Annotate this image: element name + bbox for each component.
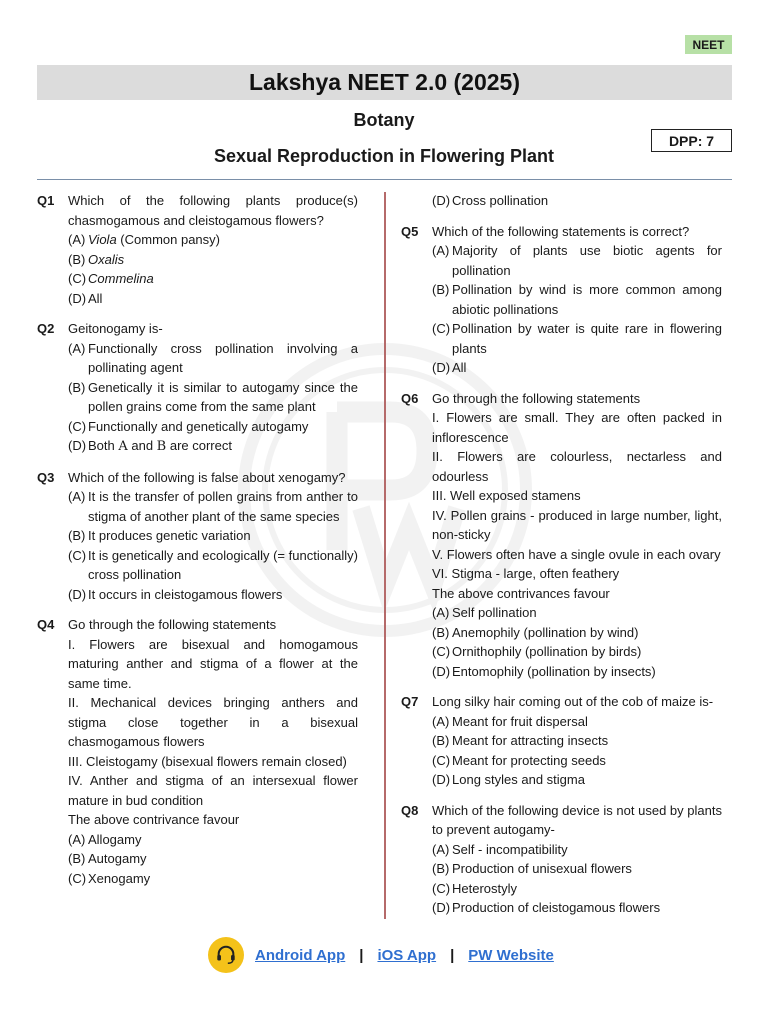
option-label: (B)	[68, 851, 86, 866]
question-2	[37, 319, 358, 457]
exam-badge: NEET	[685, 35, 732, 54]
android-app-link[interactable]: Android App	[255, 946, 346, 964]
option-text: Xenogamy	[88, 870, 151, 886]
option-label: (D)	[432, 663, 451, 679]
option-text: Majority of plants use biotic agents for pollination	[452, 243, 722, 278]
option-c[interactable]	[432, 319, 722, 358]
option-label: (B)	[432, 861, 450, 876]
option-label: (D)	[432, 772, 451, 787]
option-label: (B)	[432, 733, 450, 748]
option-label: (A)	[432, 605, 450, 620]
statement: VI. Stigma - large, often feathery	[432, 566, 620, 581]
chapter-heading: Sexual Reproduction in Flowering Plant	[213, 146, 555, 166]
option-a[interactable]	[432, 712, 722, 732]
option-text: are correct	[166, 438, 232, 453]
option-a[interactable]	[68, 230, 358, 250]
math-symbol: A	[118, 439, 128, 454]
question-6	[401, 389, 722, 682]
option-text: It produces genetic variation	[88, 528, 251, 543]
option-label: (B)	[68, 379, 86, 395]
statement: II. Flowers are colourless, nectarless and odourless	[432, 449, 722, 484]
option-label: (B)	[68, 251, 86, 267]
option-text: It is the transfer of pollen grains from anther to stigma of another plant of the same species	[88, 489, 358, 524]
option-c[interactable]	[432, 642, 722, 662]
option-text: Meant for protecting seeds	[452, 752, 606, 768]
option-text: Genetically it is similar to autogamy since the pollen grains come from the same plant	[88, 379, 358, 414]
question-text: Go through the following statements	[68, 617, 277, 632]
option-label: (C)	[432, 752, 451, 768]
question-text: Which of the following is false about xenogamy?	[68, 469, 346, 485]
option-a[interactable]	[432, 241, 722, 280]
option-c[interactable]	[432, 751, 722, 771]
question-1	[37, 191, 358, 308]
option-label: (B)	[432, 624, 450, 640]
option-text: Long styles and stigma	[452, 772, 585, 787]
column-divider	[384, 192, 386, 919]
option-d[interactable]	[432, 191, 722, 211]
question-5	[401, 222, 722, 378]
question-tail: The above contrivance favour	[68, 812, 240, 827]
left-column	[37, 191, 358, 888]
question-number: Q7	[401, 694, 419, 709]
option-text: Production of cleistogamous flowers	[452, 900, 661, 915]
question-text: Long silky hair coming out of the cob of maize is-	[432, 694, 714, 709]
question-number: Q1	[37, 193, 55, 208]
option-text: Pollination by wind is more common among abiotic pollinations	[452, 282, 722, 317]
option-a[interactable]	[432, 603, 722, 623]
option-label: (C)	[68, 418, 87, 434]
statement: IV. Pollen grains - produced in large number, light, non-sticky	[432, 507, 722, 542]
option-b[interactable]	[432, 280, 722, 319]
option-text: Functionally cross pollination involving a pollinating agent	[88, 340, 358, 375]
question-7	[401, 692, 722, 790]
option-label: (C)	[68, 547, 87, 563]
option-text: Meant for fruit dispersal	[452, 713, 588, 729]
option-label: (A)	[68, 340, 86, 356]
ios-app-link[interactable]: iOS App	[377, 946, 437, 964]
option-text: Heterostyly	[452, 880, 518, 896]
question-number: Q3	[37, 469, 55, 485]
option-text: Meant for attracting insects	[452, 733, 609, 748]
option-d[interactable]	[432, 662, 722, 682]
option-text: Both	[88, 438, 119, 453]
question-number: Q8	[401, 802, 419, 818]
header-rule	[37, 179, 732, 180]
question-8	[401, 801, 722, 918]
pw-website-link[interactable]: PW Website	[468, 946, 554, 964]
option-text: It occurs in cleistogamous flowers	[88, 586, 283, 602]
question-3	[37, 468, 358, 605]
statement: II. Mechanical devices bringing anthers and stigma close together in a bisexual chasmogamous flowers	[68, 695, 358, 749]
option-a[interactable]	[432, 840, 722, 860]
option-label: (A)	[432, 243, 450, 258]
option-c[interactable]	[68, 869, 358, 889]
option-a[interactable]	[68, 487, 358, 526]
option-label: (A)	[68, 831, 86, 847]
right-column	[401, 191, 722, 918]
option-c[interactable]	[68, 417, 358, 437]
option-b[interactable]	[68, 378, 358, 417]
option-text: Production of unisexual flowers	[452, 861, 632, 876]
option-label: (D)	[68, 290, 87, 306]
option-label: (B)	[68, 528, 86, 543]
option-text: All	[452, 360, 467, 375]
option-text: All	[88, 290, 103, 306]
species-name: Commelina	[88, 271, 154, 286]
option-text: Self - incompatibility	[452, 841, 568, 857]
option-text: (Common pansy)	[116, 232, 220, 247]
question-tail: The above contrivances favour	[432, 585, 610, 601]
statement: III. Cleistogamy (bisexual flowers remain closed)	[68, 753, 347, 769]
question-4	[37, 615, 358, 888]
question-text: Go through the following statements	[432, 390, 641, 406]
question-text: Geitonogamy is-	[68, 321, 163, 336]
math-symbol: B	[156, 439, 167, 454]
option-a[interactable]	[68, 339, 358, 378]
option-label: (A)	[432, 841, 450, 857]
option-label: (A)	[432, 713, 450, 729]
question-text: Which of the following plants produce(s) chasmogamous and cleistogamous flowers?	[68, 193, 358, 228]
statement: I. Flowers are bisexual and homogamous maturing anther and stigma of a flower at the same time.	[68, 636, 358, 691]
option-b[interactable]	[432, 623, 722, 643]
option-label: (C)	[432, 644, 451, 659]
option-c[interactable]	[68, 269, 358, 289]
option-label: (B)	[432, 282, 450, 297]
option-d[interactable]	[432, 898, 722, 918]
option-d[interactable]	[432, 770, 722, 790]
option-c[interactable]	[432, 879, 722, 899]
subject-heading: Botany	[353, 110, 415, 130]
dpp-label: DPP: 7	[651, 129, 732, 152]
option-b[interactable]	[68, 849, 358, 869]
option-b[interactable]	[68, 250, 358, 270]
option-label: (C)	[68, 870, 87, 886]
question-number: Q4	[37, 617, 55, 632]
statement: V. Flowers often have a single ovule in each ovary	[432, 546, 721, 562]
option-text: Functionally and genetically autogamy	[88, 418, 309, 434]
question-text: Which of the following statements is correct?	[432, 223, 690, 239]
option-label: (D)	[68, 438, 87, 453]
option-label: (A)	[68, 489, 86, 504]
option-label: (D)	[432, 900, 451, 915]
option-label: (C)	[432, 321, 451, 336]
option-text: Anemophily (pollination by wind)	[452, 624, 639, 640]
option-text: Allogamy	[88, 831, 142, 847]
question-number: Q6	[401, 390, 419, 406]
species-name: Viola	[88, 232, 117, 247]
footer-separator: |	[359, 946, 364, 964]
option-d[interactable]	[68, 289, 358, 309]
footer-links	[208, 936, 554, 974]
option-label: (C)	[432, 880, 451, 896]
option-text: Entomophily (pollination by insects)	[452, 663, 656, 679]
option-b[interactable]	[68, 526, 358, 546]
option-d[interactable]	[68, 585, 358, 605]
page-title: Lakshya NEET 2.0 (2025)	[37, 65, 732, 100]
statement: IV. Anther and stigma of an intersexual flower mature in bud condition	[68, 773, 358, 808]
option-b[interactable]	[432, 859, 722, 879]
statement: I. Flowers are small. They are often packed in inflorescence	[432, 410, 722, 445]
option-text: Self pollination	[452, 605, 537, 620]
customer-service-icon	[208, 937, 244, 973]
option-d[interactable]	[432, 358, 722, 378]
question-text: Which of the following device is not used by plants to prevent autogamy-	[432, 802, 722, 837]
option-label: (D)	[432, 193, 451, 208]
option-b[interactable]	[432, 731, 722, 751]
option-text: and	[127, 438, 157, 453]
question-number: Q5	[401, 223, 419, 239]
option-label: (C)	[68, 271, 87, 286]
option-label: (A)	[68, 232, 86, 247]
question-number: Q2	[37, 321, 55, 336]
option-c[interactable]	[68, 546, 358, 585]
option-text: It is genetically and ecologically (= functionally) cross pollination	[88, 547, 358, 582]
option-text: Autogamy	[88, 851, 147, 866]
option-d[interactable]	[68, 436, 358, 457]
option-text: Ornithophily (pollination by birds)	[452, 644, 642, 659]
option-text: Pollination by water is quite rare in flowering plants	[452, 321, 722, 356]
option-text: Cross pollination	[452, 193, 549, 208]
option-a[interactable]	[68, 830, 358, 850]
footer-separator: |	[450, 946, 455, 964]
option-label: (D)	[68, 586, 87, 602]
statement: III. Well exposed stamens	[432, 488, 581, 503]
species-name: Oxalis	[88, 251, 125, 267]
option-label: (D)	[432, 360, 451, 375]
